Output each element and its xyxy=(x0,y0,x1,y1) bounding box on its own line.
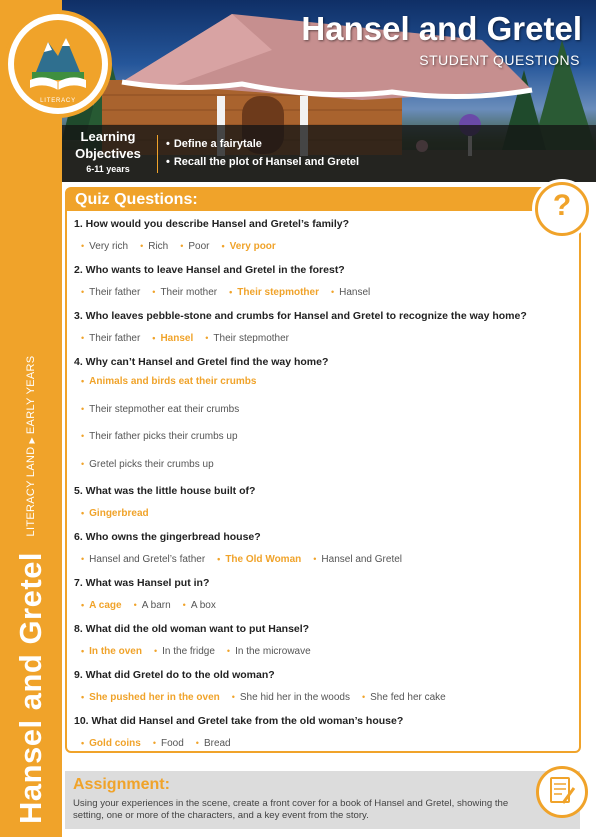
question-item xyxy=(74,714,574,760)
quiz-panel xyxy=(65,187,581,753)
bullet-icon: • xyxy=(205,333,209,343)
objective-item xyxy=(166,153,359,171)
answer-options xyxy=(74,544,574,576)
bullet-icon: • xyxy=(81,376,85,386)
answer-option-correct xyxy=(81,374,562,402)
page-subtitle: STUDENT QUESTIONS xyxy=(419,52,580,68)
answer-option-correct xyxy=(81,728,141,760)
question-text: 10. What did Hansel and Gretel take from the old woman’s house? xyxy=(74,715,404,727)
question-text: 2. Who wants to leave Hansel and Gretel in the forest? xyxy=(74,264,345,276)
answer-label: A cage xyxy=(89,600,122,611)
question-item xyxy=(74,668,574,714)
answer-option xyxy=(183,590,216,622)
answer-option xyxy=(331,277,370,309)
answer-option xyxy=(81,544,205,576)
answer-label: Rich xyxy=(148,241,169,252)
sidebar-subtitle xyxy=(25,356,37,537)
bullet-icon: • xyxy=(81,508,85,518)
answer-option xyxy=(81,277,140,309)
answer-label: Animals and birds eat their crumbs xyxy=(89,376,257,387)
answer-label: A barn xyxy=(141,600,171,611)
sidebar-subtitle-right: EARLY YEARS xyxy=(25,355,37,435)
logo-label: LITERACY xyxy=(40,98,76,104)
answer-option xyxy=(232,682,350,714)
assignment-text: Using your experiences in the scene, create a front cover for a book of Hansel and Gretel, showing the setting, one or more of the characters, and a key event from the story. xyxy=(73,798,509,821)
question-text: 8. What did the old woman want to put Hansel? xyxy=(74,623,310,635)
answer-label: Gretel picks their crumbs up xyxy=(89,458,214,470)
answer-option xyxy=(81,323,140,355)
answer-option xyxy=(362,682,446,714)
answer-option xyxy=(81,231,128,263)
answer-label: She hid her in the woods xyxy=(239,692,350,703)
objective-text: Define a fairytale xyxy=(173,138,262,150)
bullet-icon: • xyxy=(140,241,144,251)
bullet-icon: • xyxy=(81,431,85,441)
question-mark-icon: ? xyxy=(535,182,589,236)
sidebar xyxy=(0,0,62,837)
quiz-header xyxy=(67,189,579,211)
question-item xyxy=(74,484,574,530)
answer-label: Their stepmother xyxy=(213,333,289,344)
answer-label: The Old Woman xyxy=(225,554,302,565)
question-text: 9. What did Gretel do to the old woman? xyxy=(74,669,275,681)
literacy-logo xyxy=(8,14,108,114)
question-text: 1. How would you describe Hansel and Gretel’s family? xyxy=(74,218,350,230)
age-range: 6-11 years xyxy=(86,164,130,174)
answer-option xyxy=(205,323,289,355)
question-text: 4. Why can’t Hansel and Gretel find the way home? xyxy=(74,356,329,368)
answer-option-correct xyxy=(222,231,276,263)
bullet-icon: • xyxy=(195,738,199,748)
bullet-icon: • xyxy=(81,692,85,702)
bullet-icon: • xyxy=(182,600,186,610)
answer-option xyxy=(196,728,231,760)
answer-options xyxy=(74,498,574,530)
question-item xyxy=(74,530,574,576)
bullet-icon: • xyxy=(152,738,156,748)
answer-options xyxy=(74,231,574,263)
answer-label: Poor xyxy=(188,241,210,252)
bullet-icon: • xyxy=(81,403,85,414)
answer-option xyxy=(153,728,184,760)
answer-options xyxy=(74,277,574,309)
question-item xyxy=(74,576,574,622)
answer-label: Their father picks their crumbs up xyxy=(89,431,238,442)
bullet-icon: • xyxy=(152,333,156,343)
question-item xyxy=(74,309,574,355)
answer-label: A box xyxy=(190,600,216,611)
header-banner xyxy=(62,0,596,182)
bullet-icon: • xyxy=(133,600,137,610)
answer-option xyxy=(134,590,171,622)
question-text: 6. Who owns the gingerbread house? xyxy=(74,531,261,543)
bullet-icon: • xyxy=(81,554,85,564)
question-item xyxy=(74,622,574,668)
assignment-title: Assignment: xyxy=(73,776,170,793)
book-mountains-icon xyxy=(14,20,102,108)
answer-label: She fed her cake xyxy=(370,692,446,703)
answer-label: Gold coins xyxy=(89,738,141,749)
bullet-icon: • xyxy=(229,287,233,297)
answer-option-correct xyxy=(81,682,220,714)
answer-label: Very rich xyxy=(89,241,129,252)
answer-label: Hansel xyxy=(339,287,371,298)
answer-label: She pushed her in the oven xyxy=(89,692,220,703)
bullet-icon: • xyxy=(217,554,221,564)
arrow-right-icon: ▶ xyxy=(27,437,36,444)
answer-option xyxy=(313,544,402,576)
objectives-heading xyxy=(66,128,150,162)
answer-label: Hansel and Gretel’s father xyxy=(89,554,206,565)
answer-option xyxy=(140,231,168,263)
answer-options xyxy=(74,590,574,622)
answer-option-correct xyxy=(81,636,142,668)
objective-text: Recall the plot of Hansel and Gretel xyxy=(173,156,360,168)
answer-label: Hansel and Gretel xyxy=(321,554,403,565)
question-item xyxy=(74,263,574,309)
learning-objectives-bar xyxy=(62,125,596,182)
answer-label: In the oven xyxy=(89,646,142,657)
question-text: 3. Who leaves pebble-stone and crumbs for Hansel and Gretel to recognize the way home? xyxy=(74,310,527,322)
answer-options xyxy=(74,323,574,355)
quiz-title: Quiz Questions: xyxy=(75,191,198,208)
question-list xyxy=(74,217,574,760)
answer-label: Their mother xyxy=(160,287,218,298)
answer-option-correct xyxy=(81,498,149,530)
bullet-icon: • xyxy=(166,156,170,168)
answer-label: Their father xyxy=(89,287,141,298)
answer-option-correct xyxy=(81,590,122,622)
answer-label: Bread xyxy=(203,738,231,749)
bullet-icon: • xyxy=(231,692,235,702)
assignment-panel xyxy=(65,771,580,829)
bullet-icon: • xyxy=(152,287,156,297)
answer-label: Their stepmother xyxy=(237,287,319,298)
bullet-icon: • xyxy=(221,241,225,251)
answer-option-correct xyxy=(217,544,301,576)
question-text: 7. What was Hansel put in? xyxy=(74,577,210,589)
objectives-heading-line1: Learning xyxy=(80,129,136,144)
answer-label: In the microwave xyxy=(235,646,311,657)
bullet-icon: • xyxy=(226,646,231,656)
bullet-icon: • xyxy=(81,287,85,297)
answer-option xyxy=(154,636,215,668)
logo-inner xyxy=(14,20,102,108)
objectives-heading-line2: Objectives xyxy=(75,146,141,161)
bullet-icon: • xyxy=(81,646,85,656)
notepad-pencil-icon xyxy=(536,766,588,818)
bullet-icon: • xyxy=(81,738,85,748)
bullet-icon: • xyxy=(81,333,85,343)
objectives-list xyxy=(166,135,359,171)
bullet-icon: • xyxy=(180,241,184,251)
answer-option xyxy=(81,402,562,430)
answer-options xyxy=(74,682,574,714)
bullet-icon: • xyxy=(81,458,85,469)
answer-label: Their father xyxy=(89,333,141,344)
bullet-icon: • xyxy=(313,554,317,564)
question-item xyxy=(74,217,574,263)
answer-option-correct xyxy=(229,277,319,309)
sidebar-title: Hansel and Gretel xyxy=(13,551,48,825)
sidebar-subtitle-left: LITERACY LAND xyxy=(25,446,37,537)
bullet-icon: • xyxy=(153,646,158,656)
page-title: Hansel and Gretel xyxy=(301,10,582,47)
answer-label: In the fridge xyxy=(162,646,215,657)
answer-option xyxy=(227,636,311,668)
bullet-icon: • xyxy=(330,287,335,297)
answer-option xyxy=(81,457,562,485)
objective-item xyxy=(166,135,359,153)
question-item xyxy=(74,355,574,484)
answer-label: Their stepmother eat their crumbs xyxy=(89,403,240,415)
answer-option xyxy=(152,277,217,309)
answer-options xyxy=(74,636,574,668)
answer-option-correct xyxy=(152,323,193,355)
sidebar-text-block xyxy=(0,0,62,837)
answer-options xyxy=(74,728,574,760)
bullet-icon: • xyxy=(166,138,170,150)
bullet-icon: • xyxy=(361,692,366,702)
bullet-icon: • xyxy=(81,600,85,610)
objectives-divider xyxy=(157,135,158,173)
bullet-icon: • xyxy=(81,241,85,251)
answer-option xyxy=(81,429,562,457)
answer-option xyxy=(180,231,209,263)
answer-label: Food xyxy=(160,738,184,749)
answer-options xyxy=(74,369,574,484)
answer-label: Gingerbread xyxy=(89,508,149,519)
question-text: 5. What was the little house built of? xyxy=(74,485,256,497)
answer-label: Hansel xyxy=(160,333,194,344)
answer-label: Very poor xyxy=(229,241,276,252)
